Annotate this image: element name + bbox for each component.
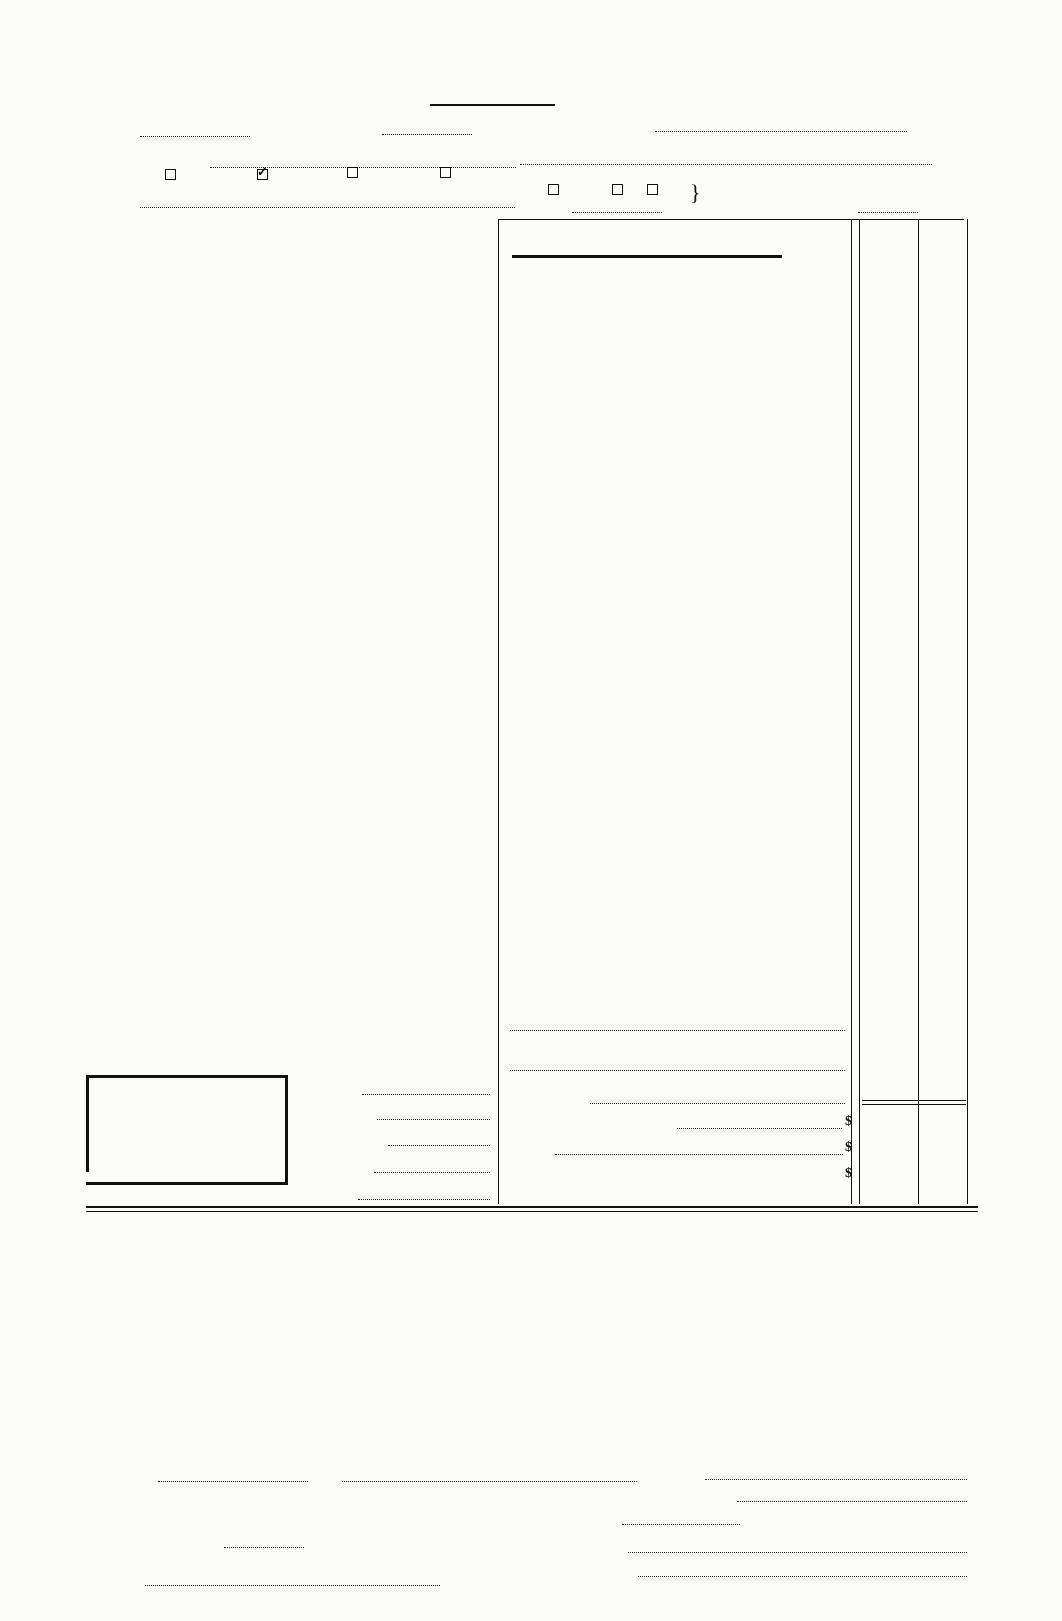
section-field [388,1145,490,1146]
widow-checkbox[interactable] [647,184,661,195]
signed-field[interactable] [628,1552,967,1553]
lot-diagram-box [86,1075,288,1185]
grave-field [377,1119,490,1120]
married-checkbox[interactable] [165,169,179,180]
total-dollar-sign: $ [845,1114,852,1129]
charges-right-rule [967,219,968,1204]
divorced-checkbox[interactable] [440,167,454,178]
name-field [210,167,516,168]
lot-field [362,1094,490,1095]
funeral-underline [512,255,782,258]
brace-icon: } [690,180,701,205]
less-field [555,1154,843,1155]
newspaper-line-1 [510,1030,845,1031]
total-no-field [140,136,250,137]
rate-field [224,1547,304,1548]
total-footing-field [677,1128,842,1129]
total-top-rule-2 [862,1104,966,1105]
block-field [374,1172,490,1173]
insurance-field [158,1481,308,1482]
charges-amount-left-rule-2 [859,219,860,1204]
owner-field [358,1199,490,1200]
widowed-checkbox[interactable] [347,167,361,178]
less-dollar-sign: $ [845,1140,852,1155]
husband-checkbox[interactable] [548,184,562,195]
or-field [572,212,662,213]
charges-amount-left-rule [851,219,852,1204]
footer-address-field [638,1576,967,1577]
balance-dollar-sign: $ [845,1166,852,1181]
companies-field [705,1479,967,1480]
total-top-rule [862,1100,966,1101]
days-field [622,1524,740,1525]
date-of-entry-field [655,131,907,132]
ledger-top-rule-2 [86,1211,978,1212]
newspaper-line-2 [510,1070,845,1071]
diagram-gap [86,1172,282,1182]
race-field [520,164,932,165]
age-spouse-field [858,212,918,213]
charges-top-rule [498,219,964,220]
single-checkbox[interactable] [257,169,271,180]
sales-tax-field [590,1103,845,1104]
ledger-top-rule [86,1206,978,1208]
wife-checkbox[interactable] [612,184,626,195]
firm-field [737,1501,967,1502]
lodges-field [342,1481,637,1482]
charges-cents-rule [918,219,919,1204]
title-rule [430,104,555,106]
witness-field [145,1585,440,1586]
charges-left-rule [498,219,499,1204]
residence-field [140,207,515,208]
yearly-no-field [382,134,472,135]
